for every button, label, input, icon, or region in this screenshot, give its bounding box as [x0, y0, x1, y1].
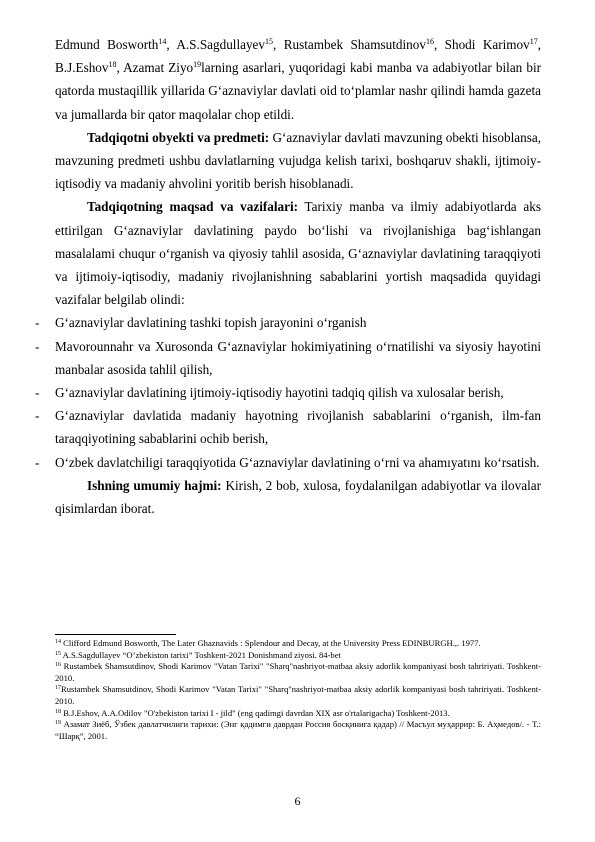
text-run: , Azamat Ziyo [116, 60, 194, 76]
footnote [55, 650, 541, 662]
text-run: , A.S.Sagdullayev [166, 37, 266, 52]
body-text [35, 33, 542, 520]
footnote-text: Clifford Edmund Bosworth, The Later Ghaznavids : Splendour and Decay, at the University Press EDINBURGH.,. 1977. [61, 638, 481, 648]
list-item-text: G‘aznaviylar davlatining tashki topish jarayonini o‘rganish [55, 315, 367, 331]
footnote-number: 14 [55, 639, 61, 645]
footnote-number: 18 [55, 708, 61, 715]
footnote-ref[interactable]: 18 [108, 60, 117, 70]
bullet-dash: - [35, 408, 40, 424]
paragraph-heading: Tadqiqotni obyekti va predmeti: [87, 129, 270, 145]
footnote-number: 19 [55, 720, 61, 727]
footnote-text: A.S.Sagdullayev “O’zbekiston tarixi” Toshkent-2021 Donishmand ziyosi. 84-bet [61, 649, 341, 660]
footnote-ref[interactable]: 16 [425, 37, 434, 46]
list-item-text: Mavorounnahr va Xurosonda G‘aznaviylar hokimiyatining o‘rnatilishi va siyosiy hayotini manbalar asosida tahlil qilish, [55, 338, 541, 377]
footnote [55, 708, 541, 720]
bullet-dash: - [35, 454, 40, 470]
list-item [35, 335, 541, 381]
footnote-number: 16 [55, 662, 61, 669]
footnote [55, 661, 541, 684]
text-run: , B.J.Eshov [55, 37, 541, 76]
list-item-text: G‘aznaviylar davlatining ijtimoiy-iqtisodiy hayotini tadqiq qilish va xulosalar berish, [55, 385, 504, 401]
bullet-dash: - [35, 385, 40, 401]
footnote-divider [55, 634, 176, 635]
footnote [55, 719, 541, 742]
list-item [35, 404, 541, 450]
footnote-text: B.J.Eshov, A.A.Odilov "O'zbekiston tarixi I - jild" (eng qadimgi davrdan XIX asr o'rtalarigacha) Toshkent-2013. [61, 707, 450, 718]
paragraph-heading: Ishning umumiy hajmi: [87, 477, 222, 493]
list-item [35, 311, 541, 334]
paragraph-object-subject [55, 126, 541, 196]
footnote-number: 17 [55, 685, 61, 692]
footnote-ref[interactable]: 17 [529, 37, 538, 46]
bullet-dash: - [35, 315, 40, 331]
list-item [35, 451, 541, 474]
footnote-ref[interactable]: 14 [158, 37, 167, 46]
list-item [35, 381, 541, 404]
text-run: Kirish, 2 bob, xulosa, foydalanilgan adabiyotlar va ilovalar qisimlardan iborat. [55, 477, 541, 517]
text-run: Edmund Bosworth [55, 37, 159, 52]
list-item-text: O‘zbek davlatchiligi taraqqiyotida G‘aznaviylar davlatining o‘rni va ahamıyatını ko‘rsatish. [55, 454, 540, 470]
footnote-ref[interactable]: 15 [265, 37, 274, 46]
text-run: Tarixiy manba va ilmiy adabiyotlarda aks ettirilgan G‘aznaviylar davlatining paydo bo‘lishi va rivojlanishiga bag‘ishlangan masalalami chuqur o‘rganish va qiyosiy tahlil asosida, G‘aznaviylar davlatining taraqqiyoti va ijtimoiy-iqtisodiy, madaniy rivojlanishning sabablarini yortish maqsadida quyidagi vazifalar belgilab olindi: [55, 199, 541, 308]
list-item-text: G‘aznaviylar davlatida madaniy hayotning rivojlanish sabablarini o‘rganish, ilm-fan taraqqiyotining sabablarini ochib berish, [55, 408, 541, 447]
text-run: , Rustambek Shamsutdinov [273, 37, 426, 52]
paragraph-heading: Tadqiqotning maqsad va vazifalari: [87, 199, 299, 215]
footnote-text: Азамат Зиёб, Ўзбек давлатчилиги тарихи: (Энг қадимги даврдан Россия босқинига қадар) // Масъул муҳаррир: Б. Аҳмедов/. - Т.: “Шарқ”, 2001. [55, 719, 541, 741]
text-run: , Shodi Karimov [433, 37, 530, 52]
paragraph-authors [55, 33, 541, 126]
footnote [55, 638, 541, 650]
footnote-text: Rustambek Shamsutdinov, Shodi Karimov "Vatan Tarixi" "Sharq"nashriyot-matbaa aksiy adorlik kompaniyasi bosh tahririyati. Toshkent-2010. [55, 661, 541, 683]
paragraph-goals [55, 195, 541, 311]
paragraph-scope [55, 474, 541, 520]
page-number: 6 [294, 794, 301, 808]
footnote-text: Rustambek Shamsutdinov, Shodi Karimov "Vatan Tarixi" "Sharq"nashriyot-matbaa aksiy adorlik kompaniyasi bosh tahririyati. Toshkent-2010. [55, 684, 541, 706]
footnote [55, 684, 541, 707]
text-run: G‘aznaviylar davlati mavzuning obekti hisoblansa, mavzuning predmeti ushbu davlatlarning vujudga kelish tarixi, boshqaruv shakli, ijtimoiy-iqtisodiy va madaniy ahvolini yoritib berish hisoblanadi. [55, 129, 542, 192]
footnote-ref[interactable]: 19 [193, 60, 202, 70]
footnotes [55, 638, 541, 742]
text-run: larning asarlari, yuqoridagi kabi manba va adabiyotlar bilan bir qatorda mustaqillik yillarida G‘aznaviylar davlati oid to‘plamlar nashr qilindi hamda gazeta va jumallarda bir qator maqolalar chop etildi. [55, 60, 541, 122]
bullet-dash: - [35, 338, 40, 354]
footnote-number: 15 [55, 650, 61, 657]
